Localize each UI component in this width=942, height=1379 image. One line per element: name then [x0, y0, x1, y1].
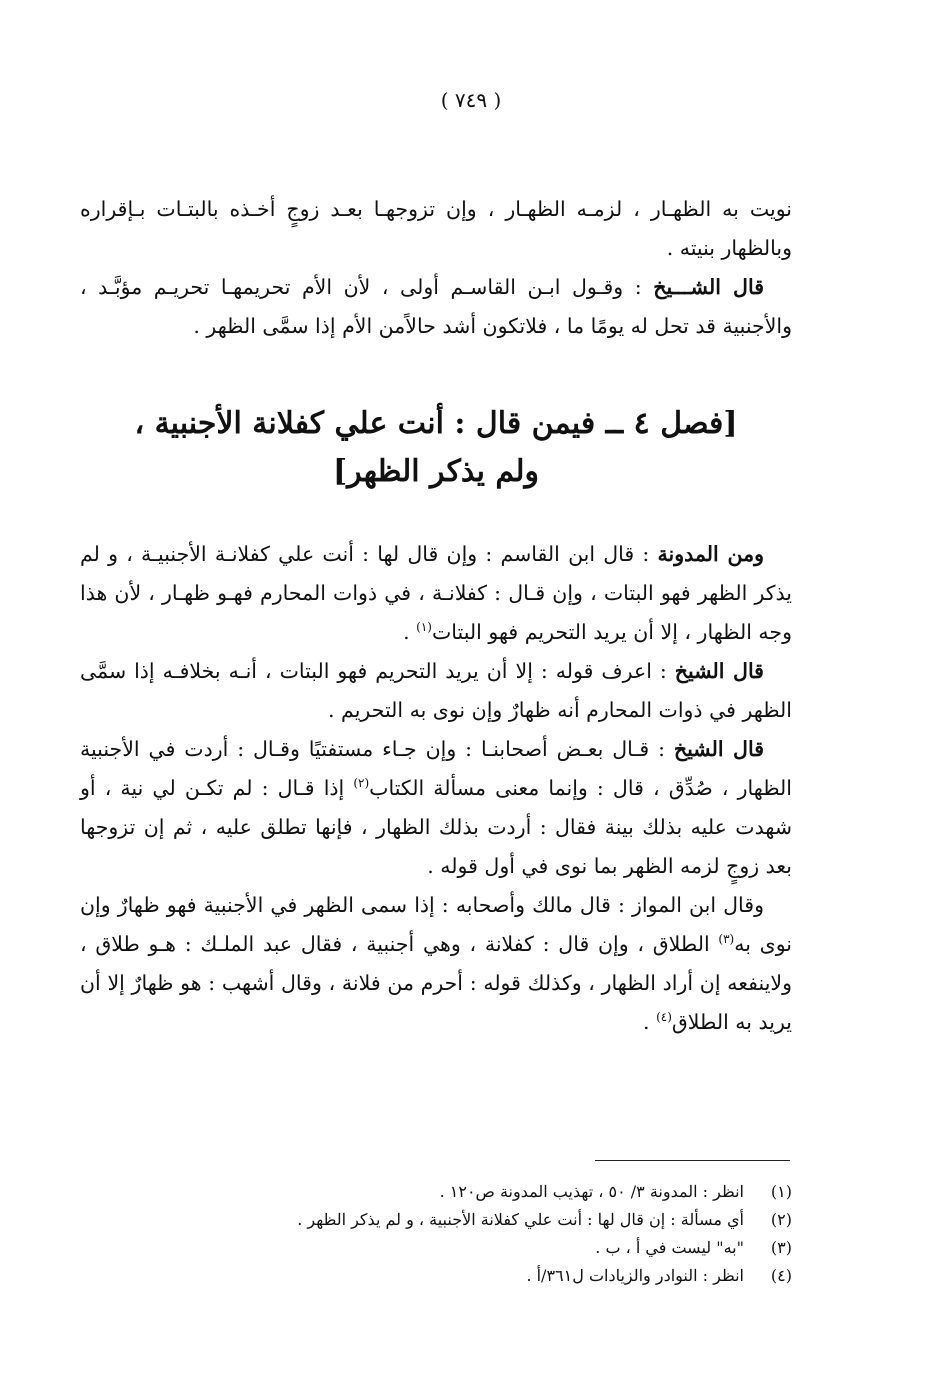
intro-block	[80, 190, 792, 346]
footnote-number: (٢)	[770, 1210, 792, 1229]
section-heading	[80, 400, 792, 496]
paragraph-text: إذا قـال : لم تكـن لي نية ، أو شهدت عليه بذلك بينة فقال : أردت بذلك الظهار ، فإنها تطلق عليه ، ثم إن تزوجها بعد زوجٍ لزمه الظهر بما نوى في أول قوله .	[80, 776, 792, 878]
footnote-number: (١)	[770, 1182, 792, 1201]
paragraph-text: : وقـول ابـن القاسـم أولى ، لأن الأم تحريمهـا تحريـم مؤبَّـد ، والأجنبية قد تحل له يومًا ما ، فلاتكون أشد حالاًمن الأم إذا سمَّى الظهر .	[80, 275, 792, 338]
paragraph-text: .	[403, 620, 417, 644]
footnote-number: (٤)	[770, 1266, 792, 1285]
footnote-ref: (٣)	[718, 932, 735, 947]
footnote-divider	[595, 1160, 790, 1161]
paragraph-sheikh-2	[80, 730, 792, 886]
speaker-label: قال الشيخ	[674, 659, 764, 683]
paragraph-text: وقال ابن المواز : قال مالك وأصحابه : إذا سمى الظهر في الأجنبية فهو ظهارٌ وإن نوى به	[80, 893, 792, 956]
section-heading-line-1: [فصل ٤ ــ فيمن قال : أنت علي كفلانة الأجنبية ،	[134, 406, 738, 441]
footnote-text: انظر : النوادر والزيادات ل٣٦١/أ .	[526, 1266, 744, 1285]
speaker-label: ومن المدونة	[657, 542, 764, 566]
main-text-block	[80, 535, 792, 1042]
paragraph-text: .	[643, 1010, 657, 1034]
intro-paragraph-2	[80, 268, 792, 346]
intro-paragraph-1: نويت به الظهـار ، لزمـه الظهـار ، وإن تزوجهـا بعـد زوجٍ أخـذه بالبتـات بـإقراره وبالظهار بنيته .	[80, 197, 792, 260]
footnote-number: (٣)	[770, 1238, 792, 1257]
footnote-text: أي مسألة : إن قال لها : أنت علي كفلانة الأجنبية ، و لم يذكر الظهر .	[297, 1210, 744, 1229]
footnote-item	[80, 1178, 792, 1206]
paragraph-text: الطلاق ، وإن قال : كفلانة ، وهي أجنبية ، فقال عبد الملـك : هـو طلاق ، ولاينفعه إن أراد الظهار ، وكذلك قوله : أحرم من فلانة ، وقال أشهب : هو ظهارٌ إلا أن يريد به الطلاق	[80, 932, 792, 1034]
paragraph-text: : قـال بعـض أصحابنـا : وإن جـاء مستفتيًا وقـال : أردت في الأجنبية الظهار ، صُدِّق ، قال : وإنما معنى مسألة الكتاب	[80, 737, 792, 800]
footnote-ref: (٢)	[353, 776, 370, 791]
footnote-ref: (١)	[416, 620, 432, 635]
page-number: ( ٧٤٩ )	[440, 88, 502, 112]
paragraph-sheikh-1	[80, 652, 792, 730]
footnote-item	[80, 1206, 792, 1234]
paragraph-text: : قال ابن القاسم : وإن قال لها : أنت علي كفلانـة الأجنبيـة ، و لم يذكر الظهر فهو البتات ، وإن قـال : كفلانـة ، في ذوات المحارم فهـو ظهـار ، لأن هذا وجه الظهار ، إلا أن يريد التحريم فهو البتات	[80, 542, 792, 644]
footnote-item	[80, 1234, 792, 1262]
footnotes-list	[80, 1178, 792, 1290]
speaker-label: قال الشـــيخ	[653, 275, 764, 299]
paragraph-mudawwana	[80, 535, 792, 652]
section-heading-line-2: ولم يذكر الظهر]	[332, 454, 540, 489]
footnote-text: "به" ليست في أ ، ب .	[595, 1238, 744, 1257]
footnote-item	[80, 1262, 792, 1290]
footnote-ref: (٤)	[656, 1010, 672, 1025]
paragraph-text: : اعرف قوله : إلا أن يريد التحريم فهو البتات ، أنـه بخلافـه إذا سمَّى الظهر في ذوات المحارم أنه ظهارٌ وإن نوى به التحريم .	[80, 659, 792, 722]
paragraph-ibn-mawwaz	[80, 886, 792, 1042]
footnote-text: انظر : المدونة ٣/ ٥٠ ، تهذيب المدونة ص١٢٠ .	[439, 1182, 744, 1201]
speaker-label: قال الشيخ	[673, 737, 764, 761]
